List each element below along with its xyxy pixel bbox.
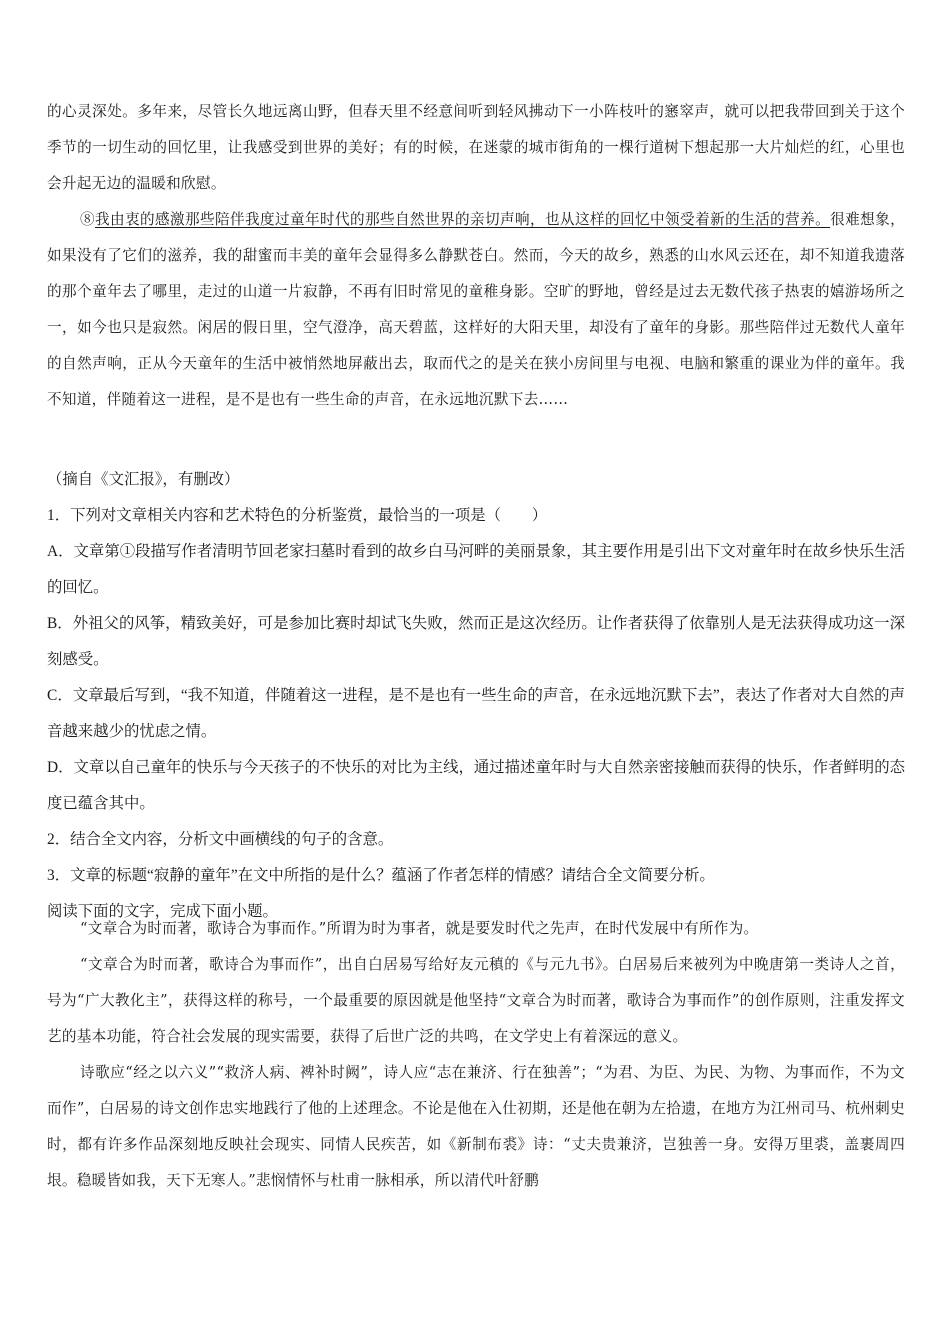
question-1-option-d: D．文章以自己童年的快乐与今天孩子的不快乐的对比为主线，通过描述童年时与大自然亲密接触而获得的快乐，作者鲜明的态度已蕴含其中。 (47, 759, 905, 812)
paragraph-8-rest: 很难想象，如果没有了它们的滋养，我的甜蜜而丰美的童年会显得多么静默苍白。然而，今天的故乡，熟悉的山水风云还在，却不知道我遗落的那个童年去了哪里，走过的山道一片寂静，不再有旧时常见的童稚身影。空旷的野地，曾经是过去无数代孩子热衷的嬉游场所之一，如今也只是寂然。闲居的假日里，空气澄净，高天碧蓝，这样好的大阳天里，却没有了童年的身影。那些陪伴过无数代人童年的自然声响，正从今天童年的生活中被悄然地屏蔽出去，取而代之的是关在狭小房间里与电视、电脑和繁重的课业为伴的童年。我不知道，伴随着这一进程，是不是也有一些生命的声音，在永远地沉默下去…… (47, 211, 905, 408)
question-1-option-c: C．文章最后写到，“我不知道，伴随着这一进程，是不是也有一些生命的声音，在永远地沉默下去”，表达了作者对大自然的声音越来越少的忧虑之情。 (47, 687, 905, 740)
question-1-option-a: A．文章第①段描写作者清明节回老家扫墓时看到的故乡白马河畔的美丽景象，其主要作用是引出下文对童年时在故乡快乐生活的回忆。 (47, 543, 905, 596)
section-2-paragraph: “文章合为时而著，歌诗合为事而作”，出自白居易写给好友元稹的《与元九书》。白居易后来被列为中晚唐第一类诗人之首，号为“广大教化主”，获得这样的称号，一个最重要的原因就是他坚持“文章合为时而著，歌诗合为事而作”的创作原则，注重发挥文艺的基本功能，符合社会发展的现实需要，获得了后世广泛的共鸣，在文学史上有着深远的意义。 (47, 956, 905, 1045)
section-2-paragraph: 诗歌应“经之以六义”“救济人病、裨补时阙”，诗人应“志在兼济、行在独善”；“为君、为臣、为民、为物、为事而作，不为文而作”，白居易的诗文创作忠实地践行了他的上述理念。不论是他在入仕初期，还是他在朝为左拾遗，在地方为江州司马、杭州刺史时，都有许多作品深刻地反映社会现实、同情人民疾苦，如《新制布裘》诗：“丈夫贵兼济，岂独善一身。安得万里裘，盖裹周四垠。稳暖皆如我，天下无寒人。”悲悯情怀与杜甫一脉相承，所以清代叶舒鹏 (47, 1064, 905, 1189)
section-2-paragraph: “文章合为时而著，歌诗合为事而作。”所谓为时为事者，就是要发时代之先声，在时代发展中有所作为。 (80, 920, 759, 937)
article-source: （摘自《文汇报》，有删改） (47, 471, 240, 488)
section-2-intro: 阅读下面的文字，完成下面小题。 (47, 903, 278, 920)
questions-block (47, 462, 905, 930)
question-1-stem: 1．下列对文章相关内容和艺术特色的分析鉴赏，最恰当的一项是（ ） (47, 507, 548, 524)
question-3: 3．文章的标题“寂静的童年”在文中所指的是什么？蕴涵了作者怎样的情感？请结合全文简要分析。 (47, 867, 715, 884)
paragraph-7-tail: 的心灵深处。多年来，尽管长久地远离山野，但春天里不经意间听到轻风拂动下一小阵枝叶的窸窣声，就可以把我带回到关于这个季节的一切生动的回忆里，让我感受到世界的美好；有的时候，在迷蒙的城市街角的一棵行道树下想起那一大片灿烂的红，心里也会升起无边的温暖和欣慰。 (47, 103, 905, 192)
underlined-sentence: 我由衷的感激那些陪伴我度过童年时代的那些自然世界的亲切声响，也从这样的回忆中领受着新的生活的营养。 (95, 211, 831, 228)
question-1-option-b: B．外祖父的风筝，精致美好，可是参加比赛时却试飞失败，然而正是这次经历。让作者获得了依靠别人是无法获得成功这一深刻感受。 (47, 615, 905, 668)
article-passage (47, 94, 905, 418)
paragraph-8 (47, 202, 905, 418)
question-2: 2．结合全文内容，分析文中画横线的句子的含意。 (47, 831, 394, 848)
section-2-passage (47, 911, 905, 1199)
paragraph-8-marker: ⑧ (80, 211, 96, 228)
